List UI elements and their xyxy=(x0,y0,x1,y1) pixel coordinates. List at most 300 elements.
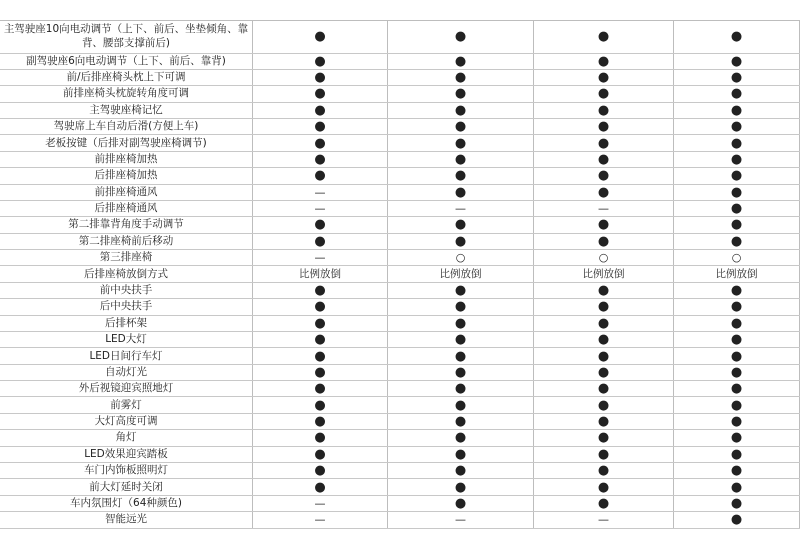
standard-dot-icon: ● xyxy=(597,446,610,462)
table-row xyxy=(0,479,800,495)
trim-1-cell xyxy=(252,119,387,134)
trim-4-cell xyxy=(673,86,800,101)
standard-dot-icon: ● xyxy=(597,168,610,184)
table-row xyxy=(0,447,800,463)
table-row xyxy=(0,512,800,528)
standard-dot-icon: ● xyxy=(314,53,326,69)
row-label: 前排座椅头枕旋转角度可调 xyxy=(63,87,189,100)
trim-1-cell xyxy=(252,479,387,494)
trim-1-cell xyxy=(252,217,387,232)
trim-3-cell xyxy=(533,250,673,265)
trim-2-cell xyxy=(387,217,533,232)
table-row xyxy=(0,152,800,168)
standard-dot-icon: ● xyxy=(730,364,743,380)
table-row xyxy=(0,250,800,266)
standard-dot-icon: ● xyxy=(454,70,467,86)
trim-2-cell xyxy=(387,20,533,53)
standard-dot-icon: ● xyxy=(730,135,743,151)
standard-dot-icon: ● xyxy=(454,495,467,511)
standard-dot-icon: ● xyxy=(454,348,467,364)
trim-2-cell xyxy=(387,348,533,363)
trim-1-cell xyxy=(252,266,387,281)
trim-2-cell xyxy=(387,70,533,85)
standard-dot-icon: ● xyxy=(454,430,467,446)
row-label-cell xyxy=(0,86,252,101)
trim-2-cell xyxy=(387,365,533,380)
trim-3-cell xyxy=(533,201,673,216)
trim-4-cell xyxy=(673,201,800,216)
row-label: 自动灯光 xyxy=(105,365,147,378)
row-label-cell xyxy=(0,234,252,249)
standard-dot-icon: ● xyxy=(314,102,326,118)
trim-1-cell xyxy=(252,381,387,396)
row-label: 前大灯延时关闭 xyxy=(89,480,163,493)
trim-4-cell xyxy=(673,479,800,494)
trim-2-cell xyxy=(387,135,533,150)
trim-1-cell xyxy=(252,365,387,380)
row-label-cell xyxy=(0,70,252,85)
standard-dot-icon: ● xyxy=(730,397,743,413)
table-row xyxy=(0,397,800,413)
trim-2-cell xyxy=(387,119,533,134)
standard-dot-icon: ● xyxy=(730,381,743,397)
trim-1-cell xyxy=(252,463,387,478)
trim-4-cell xyxy=(673,266,800,281)
row-label: 大灯高度可调 xyxy=(94,415,158,428)
trim-1-cell xyxy=(252,86,387,101)
row-label: LED效果迎宾踏板 xyxy=(84,447,168,460)
trim-4-cell xyxy=(673,348,800,363)
standard-dot-icon: ● xyxy=(730,463,743,479)
standard-dot-icon: ● xyxy=(730,332,743,348)
trim-3-cell xyxy=(533,512,673,527)
trim-2-cell xyxy=(387,103,533,118)
standard-dot-icon: ● xyxy=(597,364,610,380)
standard-dot-icon: ● xyxy=(314,151,326,167)
optional-circle-icon: ○ xyxy=(455,251,466,265)
standard-dot-icon: ● xyxy=(314,364,326,380)
table-row xyxy=(0,201,800,217)
trim-4-cell xyxy=(673,316,800,331)
trim-3-cell xyxy=(533,496,673,511)
trim-1-cell xyxy=(252,54,387,69)
trim-4-cell xyxy=(673,430,800,445)
trim-4-cell xyxy=(673,496,800,511)
row-label: 前/后排座椅头枕上下可调 xyxy=(66,71,186,84)
trim-2-cell xyxy=(387,496,533,511)
trim-2-cell xyxy=(387,447,533,462)
standard-dot-icon: ● xyxy=(730,217,743,233)
trim-3-cell xyxy=(533,365,673,380)
row-label: 前雾灯 xyxy=(110,398,142,411)
row-label-cell xyxy=(0,201,252,216)
trim-4-cell xyxy=(673,381,800,396)
trim-4-cell xyxy=(673,135,800,150)
row-label-cell xyxy=(0,479,252,494)
row-label-cell xyxy=(0,185,252,200)
trim-3-cell xyxy=(533,299,673,314)
standard-dot-icon: ● xyxy=(730,446,743,462)
row-label-cell xyxy=(0,430,252,445)
trim-4-cell xyxy=(673,463,800,478)
standard-dot-icon: ● xyxy=(454,28,467,44)
standard-dot-icon: ● xyxy=(454,414,467,430)
row-label-cell xyxy=(0,20,252,53)
trim-1-cell xyxy=(252,283,387,298)
trim-1-cell xyxy=(252,135,387,150)
standard-dot-icon: ● xyxy=(454,446,467,462)
table-row xyxy=(0,266,800,282)
trim-4-cell xyxy=(673,152,800,167)
table-row xyxy=(0,299,800,315)
trim-1-cell xyxy=(252,234,387,249)
not-available-dash: — xyxy=(314,513,326,527)
trim-1-cell xyxy=(252,103,387,118)
trim-3-cell xyxy=(533,54,673,69)
row-label-cell xyxy=(0,463,252,478)
trim-3-cell xyxy=(533,447,673,462)
table-row xyxy=(0,463,800,479)
standard-dot-icon: ● xyxy=(314,315,326,331)
standard-dot-icon: ● xyxy=(454,463,467,479)
standard-dot-icon: ● xyxy=(597,315,610,331)
standard-dot-icon: ● xyxy=(314,86,326,102)
value-text: 比例放倒 xyxy=(715,267,758,280)
row-label: 第二排靠背角度手动调节 xyxy=(68,218,184,231)
not-available-dash: — xyxy=(598,202,609,216)
optional-circle-icon: ○ xyxy=(731,251,742,265)
standard-dot-icon: ● xyxy=(597,479,610,495)
row-label: 后排座椅放倒方式 xyxy=(84,267,168,280)
table-row xyxy=(0,103,800,119)
standard-dot-icon: ● xyxy=(730,184,743,200)
trim-1-cell xyxy=(252,496,387,511)
row-label: 后排杯架 xyxy=(105,316,147,329)
trim-1-cell xyxy=(252,20,387,53)
standard-dot-icon: ● xyxy=(730,201,743,217)
trim-3-cell xyxy=(533,70,673,85)
trim-2-cell xyxy=(387,316,533,331)
standard-dot-icon: ● xyxy=(314,119,326,135)
row-label: 外后视镜迎宾照地灯 xyxy=(78,382,174,395)
row-label: 主驾驶座椅记忆 xyxy=(89,103,163,116)
standard-dot-icon: ● xyxy=(597,184,610,200)
trim-1-cell xyxy=(252,430,387,445)
row-label: 前中央扶手 xyxy=(99,284,153,296)
table-row xyxy=(0,332,800,348)
standard-dot-icon: ● xyxy=(730,315,743,331)
standard-dot-icon: ● xyxy=(454,86,467,102)
standard-dot-icon: ● xyxy=(597,53,610,69)
table-row xyxy=(0,20,800,54)
standard-dot-icon: ● xyxy=(730,233,743,249)
trim-1-cell xyxy=(252,152,387,167)
trim-4-cell xyxy=(673,185,800,200)
optional-circle-icon: ○ xyxy=(598,251,609,265)
trim-2-cell xyxy=(387,283,533,298)
trim-3-cell xyxy=(533,135,673,150)
row-label-cell xyxy=(0,496,252,511)
standard-dot-icon: ● xyxy=(454,168,467,184)
trim-3-cell xyxy=(533,283,673,298)
standard-dot-icon: ● xyxy=(314,414,326,430)
standard-dot-icon: ● xyxy=(314,479,326,495)
not-available-dash: — xyxy=(314,496,326,510)
row-label-cell xyxy=(0,54,252,69)
table-row xyxy=(0,234,800,250)
trim-3-cell xyxy=(533,152,673,167)
trim-4-cell xyxy=(673,20,800,53)
trim-3-cell xyxy=(533,381,673,396)
trim-4-cell xyxy=(673,250,800,265)
trim-4-cell xyxy=(673,168,800,183)
not-available-dash: — xyxy=(314,185,326,199)
standard-dot-icon: ● xyxy=(454,315,467,331)
standard-dot-icon: ● xyxy=(454,102,467,118)
standard-dot-icon: ● xyxy=(454,364,467,380)
standard-dot-icon: ● xyxy=(454,135,467,151)
trim-2-cell xyxy=(387,86,533,101)
standard-dot-icon: ● xyxy=(597,102,610,118)
trim-3-cell xyxy=(533,86,673,101)
standard-dot-icon: ● xyxy=(597,430,610,446)
value-text: 比例放倒 xyxy=(582,267,625,280)
row-label: 副驾驶座6向电动调节（上下、前后、靠背) xyxy=(26,54,226,67)
trim-4-cell xyxy=(673,397,800,412)
trim-3-cell xyxy=(533,103,673,118)
table-row xyxy=(0,381,800,397)
trim-1-cell xyxy=(252,332,387,347)
trim-1-cell xyxy=(252,447,387,462)
table-row xyxy=(0,70,800,86)
trim-4-cell xyxy=(673,283,800,298)
standard-dot-icon: ● xyxy=(730,168,743,184)
standard-dot-icon: ● xyxy=(597,217,610,233)
trim-4-cell xyxy=(673,447,800,462)
standard-dot-icon: ● xyxy=(314,348,326,364)
trim-3-cell xyxy=(533,397,673,412)
row-label-cell xyxy=(0,381,252,396)
row-label-cell xyxy=(0,103,252,118)
row-label-cell xyxy=(0,299,252,314)
standard-dot-icon: ● xyxy=(314,233,326,249)
trim-2-cell xyxy=(387,201,533,216)
row-label-cell xyxy=(0,414,252,429)
trim-1-cell xyxy=(252,299,387,314)
trim-2-cell xyxy=(387,185,533,200)
standard-dot-icon: ● xyxy=(597,70,610,86)
trim-3-cell xyxy=(533,20,673,53)
table-row xyxy=(0,54,800,70)
trim-2-cell xyxy=(387,266,533,281)
trim-2-cell xyxy=(387,381,533,396)
trim-1-cell xyxy=(252,397,387,412)
trim-1-cell xyxy=(252,168,387,183)
standard-dot-icon: ● xyxy=(597,414,610,430)
table-row xyxy=(0,430,800,446)
trim-2-cell xyxy=(387,234,533,249)
standard-dot-icon: ● xyxy=(314,283,326,298)
row-label: 车门内饰板照明灯 xyxy=(84,464,168,477)
row-label: LED大灯 xyxy=(105,333,147,346)
standard-dot-icon: ● xyxy=(454,479,467,495)
row-label-cell xyxy=(0,332,252,347)
standard-dot-icon: ● xyxy=(597,381,610,397)
standard-dot-icon: ● xyxy=(597,86,610,102)
trim-4-cell xyxy=(673,299,800,314)
standard-dot-icon: ● xyxy=(454,233,467,249)
standard-dot-icon: ● xyxy=(730,348,743,364)
not-available-dash: — xyxy=(314,251,326,265)
trim-4-cell xyxy=(673,234,800,249)
row-label-cell xyxy=(0,266,252,281)
row-label-cell xyxy=(0,152,252,167)
standard-dot-icon: ● xyxy=(730,430,743,446)
trim-1-cell xyxy=(252,512,387,527)
standard-dot-icon: ● xyxy=(730,53,743,69)
trim-3-cell xyxy=(533,234,673,249)
standard-dot-icon: ● xyxy=(314,332,326,348)
trim-4-cell xyxy=(673,414,800,429)
trim-2-cell xyxy=(387,397,533,412)
row-label: LED日间行车灯 xyxy=(89,349,163,362)
not-available-dash: — xyxy=(598,513,609,527)
row-label-cell xyxy=(0,447,252,462)
trim-3-cell xyxy=(533,266,673,281)
trim-3-cell xyxy=(533,479,673,494)
trim-1-cell xyxy=(252,348,387,363)
trim-3-cell xyxy=(533,463,673,478)
standard-dot-icon: ● xyxy=(454,381,467,397)
standard-dot-icon: ● xyxy=(597,348,610,364)
standard-dot-icon: ● xyxy=(454,397,467,413)
row-label-cell xyxy=(0,283,252,298)
trim-2-cell xyxy=(387,414,533,429)
standard-dot-icon: ● xyxy=(597,397,610,413)
standard-dot-icon: ● xyxy=(597,463,610,479)
table-row xyxy=(0,217,800,233)
standard-dot-icon: ● xyxy=(314,168,326,184)
standard-dot-icon: ● xyxy=(597,151,610,167)
standard-dot-icon: ● xyxy=(454,119,467,135)
standard-dot-icon: ● xyxy=(454,217,467,233)
table-row xyxy=(0,168,800,184)
standard-dot-icon: ● xyxy=(314,299,326,315)
table-row xyxy=(0,283,800,299)
row-label-cell xyxy=(0,217,252,232)
standard-dot-icon: ● xyxy=(597,495,610,511)
table-row xyxy=(0,86,800,102)
trim-2-cell xyxy=(387,430,533,445)
value-text: 比例放倒 xyxy=(299,267,341,280)
row-label: 第三排座椅 xyxy=(99,251,153,264)
trim-4-cell xyxy=(673,54,800,69)
standard-dot-icon: ● xyxy=(730,70,743,86)
table-row xyxy=(0,365,800,381)
trim-4-cell xyxy=(673,365,800,380)
trim-3-cell xyxy=(533,430,673,445)
trim-1-cell xyxy=(252,250,387,265)
row-label-cell xyxy=(0,316,252,331)
trim-4-cell xyxy=(673,103,800,118)
row-label-cell xyxy=(0,365,252,380)
table-row xyxy=(0,135,800,151)
standard-dot-icon: ● xyxy=(597,135,610,151)
trim-2-cell xyxy=(387,479,533,494)
standard-dot-icon: ● xyxy=(314,28,326,44)
standard-dot-icon: ● xyxy=(597,233,610,249)
row-label: 主驾驶座10向电动调节（上下、前后、坐垫倾角、靠背、腰部支撑前后) xyxy=(3,23,249,50)
table-row xyxy=(0,119,800,135)
trim-3-cell xyxy=(533,185,673,200)
standard-dot-icon: ● xyxy=(314,381,326,397)
trim-3-cell xyxy=(533,332,673,347)
row-label: 第二排座椅前后移动 xyxy=(78,234,174,247)
table-row xyxy=(0,185,800,201)
row-label: 后排座椅通风 xyxy=(94,202,158,215)
standard-dot-icon: ● xyxy=(730,283,743,298)
trim-4-cell xyxy=(673,70,800,85)
not-available-dash: — xyxy=(455,202,466,216)
trim-3-cell xyxy=(533,217,673,232)
standard-dot-icon: ● xyxy=(730,119,743,135)
row-label-cell xyxy=(0,135,252,150)
table-row xyxy=(0,414,800,430)
standard-dot-icon: ● xyxy=(597,299,610,315)
trim-1-cell xyxy=(252,185,387,200)
row-label-cell xyxy=(0,250,252,265)
table-row xyxy=(0,496,800,512)
trim-3-cell xyxy=(533,119,673,134)
standard-dot-icon: ● xyxy=(314,135,326,151)
standard-dot-icon: ● xyxy=(454,332,467,348)
row-label-cell xyxy=(0,168,252,183)
row-label: 前排座椅加热 xyxy=(94,152,158,165)
trim-1-cell xyxy=(252,414,387,429)
standard-dot-icon: ● xyxy=(314,430,326,446)
standard-dot-icon: ● xyxy=(597,283,610,298)
row-label-cell xyxy=(0,119,252,134)
row-label: 后排座椅加热 xyxy=(94,169,158,182)
trim-4-cell xyxy=(673,217,800,232)
trim-3-cell xyxy=(533,348,673,363)
standard-dot-icon: ● xyxy=(597,119,610,135)
standard-dot-icon: ● xyxy=(454,184,467,200)
trim-2-cell xyxy=(387,463,533,478)
trim-2-cell xyxy=(387,250,533,265)
row-label: 老板按键（后排对副驾驶座椅调节) xyxy=(45,136,207,149)
standard-dot-icon: ● xyxy=(730,414,743,430)
trim-2-cell xyxy=(387,54,533,69)
standard-dot-icon: ● xyxy=(730,86,743,102)
trim-2-cell xyxy=(387,332,533,347)
standard-dot-icon: ● xyxy=(314,70,326,86)
table-row xyxy=(0,348,800,364)
not-available-dash: — xyxy=(455,513,466,527)
trim-1-cell xyxy=(252,316,387,331)
not-available-dash: — xyxy=(314,202,326,216)
row-label-cell xyxy=(0,512,252,527)
standard-dot-icon: ● xyxy=(597,28,610,44)
trim-3-cell xyxy=(533,168,673,183)
trim-2-cell xyxy=(387,512,533,527)
row-label: 角灯 xyxy=(115,431,137,444)
trim-4-cell xyxy=(673,119,800,134)
trim-2-cell xyxy=(387,152,533,167)
trim-4-cell xyxy=(673,512,800,527)
trim-1-cell xyxy=(252,70,387,85)
row-label-cell xyxy=(0,348,252,363)
